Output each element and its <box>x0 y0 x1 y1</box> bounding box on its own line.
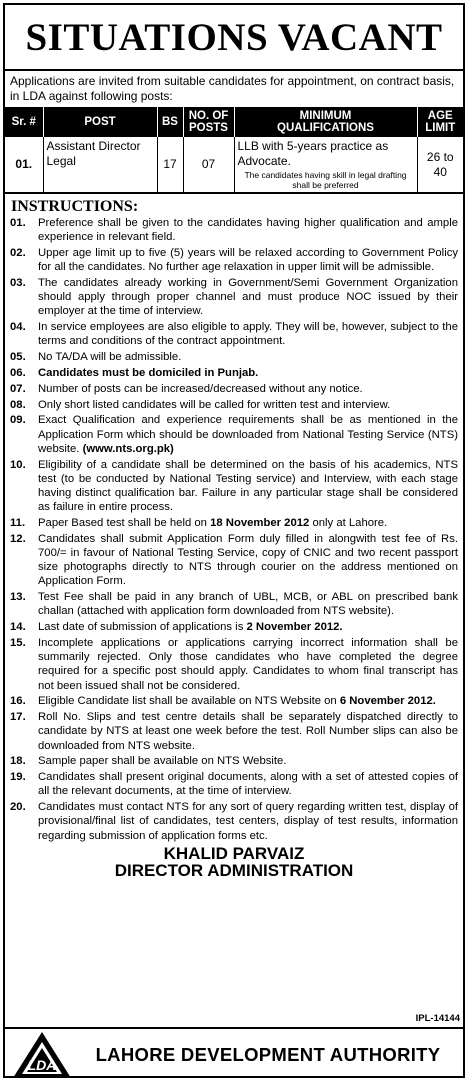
header-qual-line1: MINIMUM <box>299 110 352 122</box>
instruction-item <box>10 636 458 693</box>
instruction-item <box>10 620 458 634</box>
instruction-item <box>10 366 458 380</box>
reference-number: IPL-14144 <box>415 1013 460 1024</box>
instruction-text-part: In service employees are also eligible to apply. They will be, however, subject to the terms and conditions of the contract appointment. <box>38 321 458 348</box>
instruction-text <box>38 320 458 348</box>
instruction-text <box>38 382 458 396</box>
table-row <box>5 137 463 193</box>
instruction-emphasis: 2 November 2012. <box>246 621 343 634</box>
instruction-text-part: Exact Qualification and experience requirements shall be as mentioned in the Application Form which should be downloaded from National Testing Service (NTS) website. <box>38 414 458 455</box>
instruction-text <box>38 754 458 768</box>
intro-text: Applications are invited from suitable candidates for appointment, on contract basis, in LDA against following posts: <box>10 74 455 103</box>
logo-letters: LDA <box>27 1056 57 1073</box>
qualification-note: The candidates having skill in legal drafting shall be preferred <box>244 170 407 190</box>
advertisement <box>3 3 465 1078</box>
cell-posts: 07 <box>183 137 234 193</box>
qualification-text: LLB with 5-years practice as Advocate. <box>237 139 389 168</box>
instruction-item <box>10 382 458 396</box>
instruction-text <box>38 216 458 244</box>
instruction-text <box>38 458 458 515</box>
instruction-text <box>38 246 458 274</box>
instruction-item <box>10 532 458 589</box>
cell-age: 26 to 40 <box>417 137 463 193</box>
instruction-text <box>38 350 458 364</box>
instruction-number: 11. <box>10 517 26 529</box>
instruction-text-part: Candidates shall present original documents, along with a set of attested copies of all the relevant documents, at the time of interview. <box>38 771 458 798</box>
instruction-number: 07. <box>10 382 26 395</box>
instruction-text-part: Last date of submission of applications is <box>38 621 247 634</box>
instruction-text <box>38 800 458 843</box>
instruction-number: 01. <box>10 217 26 229</box>
header-posts <box>183 107 234 137</box>
instructions-list <box>5 216 463 843</box>
instruction-text <box>38 366 458 380</box>
instruction-emphasis: 6 November 2012. <box>339 695 436 708</box>
signature-block <box>5 845 463 879</box>
instruction-text-part: No TA/DA will be admissible. <box>38 351 182 364</box>
header-posts-line2: POSTS <box>189 122 228 134</box>
instruction-item <box>10 458 458 515</box>
instruction-number: 08. <box>10 398 26 411</box>
instruction-number: 13. <box>10 591 26 604</box>
instruction-text-part: Preference shall be given to the candidates having higher qualification and ample experience in relevant field. <box>38 217 458 244</box>
instruction-text <box>38 590 458 618</box>
header-post: POST <box>43 107 157 137</box>
instruction-number: 12. <box>10 532 26 545</box>
posts-table <box>5 107 463 194</box>
instruction-item <box>10 800 458 843</box>
instruction-item <box>10 710 458 753</box>
instruction-text-part: Candidates must contact NTS for any sort of query regarding written test, display of provisional/final list of candidates, test centers, display of test results, information regarding submission of application forms etc. <box>38 801 458 842</box>
instruction-text-part: Number of posts can be increased/decreased without any notice. <box>38 382 363 395</box>
header-age-line2: LIMIT <box>425 122 456 134</box>
instruction-number: 10. <box>10 458 26 471</box>
instruction-number: 02. <box>10 247 26 259</box>
instruction-text <box>38 398 458 412</box>
instruction-text-part: Candidates shall submit Application Form duly filled in alongwith test fee of Rs. 700/= in favour of National Testing Service, copy of CNIC and two recent passport size photographs directly to NTS through courier on the address mentioned on Application Form. <box>38 532 458 588</box>
instruction-item <box>10 770 458 798</box>
instruction-text <box>38 636 458 693</box>
instruction-item <box>10 350 458 364</box>
instruction-number: 05. <box>10 351 26 364</box>
instruction-emphasis: 18 November 2012 <box>210 517 310 529</box>
headline: SITUATIONS VACANT <box>5 5 463 71</box>
instruction-number: 20. <box>10 801 26 814</box>
instruction-item <box>10 276 458 319</box>
instruction-number: 03. <box>10 277 26 289</box>
instruction-text-part: The candidates already working in Government/Semi Government Organization should apply through proper channel and must produce NOC issued by their employer at the time of interview. <box>38 277 458 318</box>
instruction-item <box>10 694 458 708</box>
instruction-text <box>38 532 458 589</box>
instruction-emphasis: Candidates must be domiciled in Punjab. <box>38 367 259 379</box>
instructions-title: INSTRUCTIONS: <box>11 198 139 215</box>
instruction-item <box>10 754 458 768</box>
instruction-text-part: Eligible Candidate list shall be available on NTS Website on <box>38 695 340 708</box>
instruction-number: 15. <box>10 637 26 649</box>
instruction-text-part: Sample paper shall be available on NTS Website. <box>38 755 287 768</box>
authority-name: LAHORE DEVELOPMENT AUTHORITY <box>95 1043 441 1065</box>
instruction-item <box>10 320 458 348</box>
header-qualifications <box>234 107 417 137</box>
instruction-text <box>38 620 458 634</box>
instruction-text <box>38 413 458 456</box>
instruction-text-part: Paper Based test shall be held on <box>38 517 211 529</box>
instruction-text <box>38 516 458 530</box>
instruction-number: 19. <box>10 771 26 784</box>
cell-bs: 17 <box>157 137 183 193</box>
lda-logo-icon <box>11 1030 73 1079</box>
header-sr: Sr. # <box>5 107 43 137</box>
instruction-item <box>10 413 458 456</box>
instruction-item <box>10 590 458 618</box>
header-age <box>417 107 463 137</box>
instruction-text-part: Test Fee shall be paid in any branch of UBL, MCB, or ABL on prescribed bank challan (attached with application form downloaded from NTS website). <box>38 591 458 618</box>
signatory-designation: DIRECTOR ADMINISTRATION <box>114 860 354 880</box>
instruction-number: 16. <box>10 695 26 708</box>
instruction-text-part: Only short listed candidates will be called for written test and interview. <box>38 398 391 411</box>
cell-sr: 01. <box>5 137 43 193</box>
instruction-text-part: Roll No. Slips and test centre details shall be separately dispatched directly to candidate by NTS at least one week before the test. Roll Number slips can also be downloaded from NTS website. <box>38 711 458 752</box>
header-posts-line1: NO. OF <box>188 110 229 122</box>
instruction-emphasis: (www.nts.org.pk) <box>82 442 174 455</box>
cell-qualification <box>234 137 417 193</box>
instruction-number: 09. <box>10 414 26 427</box>
instruction-number: 18. <box>10 755 26 768</box>
signatory-name: KHALID PARVAIZ <box>163 843 305 863</box>
instruction-item <box>10 516 458 530</box>
header-qual-line2: QUALIFICATIONS <box>277 122 374 134</box>
header-bs: BS <box>157 107 183 137</box>
instruction-text <box>38 276 458 319</box>
cell-post: Assistant Director Legal <box>43 137 157 193</box>
instruction-number: 14. <box>10 621 26 634</box>
instruction-text <box>38 694 458 708</box>
table-header-row <box>5 107 463 137</box>
instruction-text-part: Incomplete applications or applications carrying incorrect information shall be summarily rejected. Only those candidates who have completed the degree required for a specific post should apply. Candidates to whom final transcript has not been issued shall not be considered. <box>38 637 458 692</box>
instruction-number: 04. <box>10 321 26 334</box>
instruction-number: 17. <box>10 711 26 724</box>
instruction-text-part: Eligibility of a candidate shall be determined on the basis of his academics, NTS test (to be conducted by National Testing service) and Interview, with each stage having distinct qualification bar. Failure in any particular stage shall be considered as failure in entire process. <box>38 458 458 514</box>
instruction-text <box>38 770 458 798</box>
footer <box>5 1027 463 1078</box>
instruction-text-part: only at Lahore. <box>309 517 388 529</box>
instruction-item <box>10 398 458 412</box>
header-age-line1: AGE <box>427 110 453 122</box>
instruction-item <box>10 246 458 274</box>
instruction-text-part: Upper age limit up to five (5) years will be relaxed according to Government Policy for all the candidates. No further age relaxation in upper limit will be admissible. <box>38 247 458 274</box>
instruction-number: 06. <box>10 367 26 379</box>
instruction-item <box>10 216 458 244</box>
instruction-text <box>38 710 458 753</box>
